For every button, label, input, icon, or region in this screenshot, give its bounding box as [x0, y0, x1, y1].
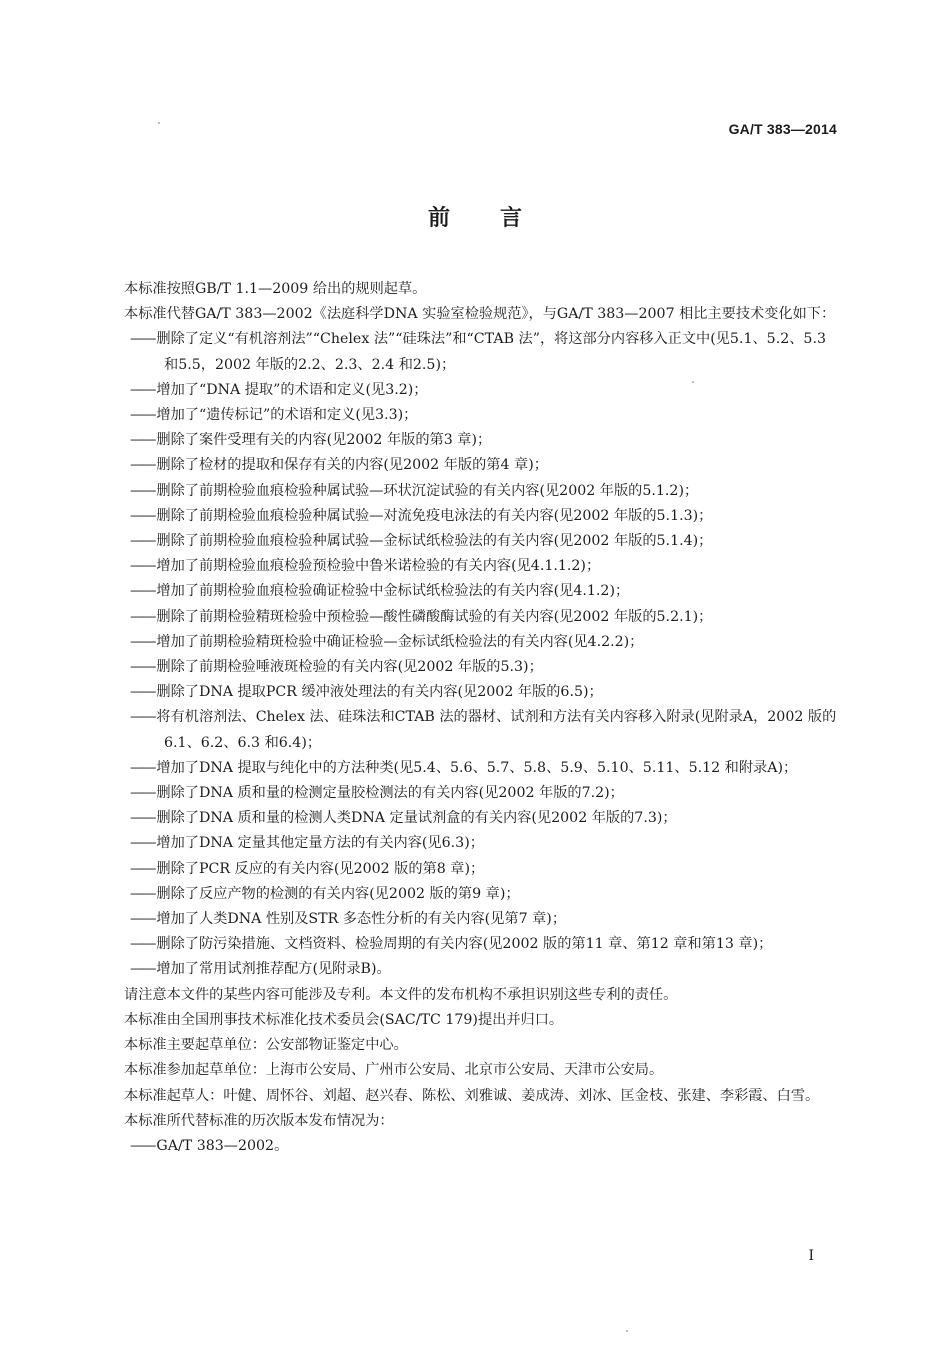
drafters: 本标准起草人：叶健、周怀谷、刘超、赵兴春、陈松、刘雅诚、姜成涛、刘冰、匡金枝、张建、李彩霞、白雪。: [124, 1087, 820, 1104]
change-item: —— 删除了前期检验血痕检验种属试验—对流免疫电泳法的有关内容(见2002 年版的5.1.3)；: [95, 504, 837, 529]
change-item: —— 删除了案件受理有关的内容(见2002 年版的第3 章)；: [95, 428, 837, 453]
scan-speck: [158, 122, 160, 124]
change-item: —— 增加了前期检验血痕检验预检验中鲁米诺检验的有关内容(见4.1.1.2)；: [95, 554, 837, 579]
title-char-right: 言: [500, 205, 523, 231]
version-history-item: —— GA/T 383—2002。: [95, 1134, 837, 1159]
change-item: —— 删除了DNA 质和量的检测定量胶检测法的有关内容(见2002 年版的7.2)；: [95, 781, 837, 806]
standard-code: GA/T 383—2014: [728, 121, 837, 137]
foreword-body: [95, 277, 837, 1159]
version-history-heading: 本标准所代替标准的历次版本发布情况为：: [124, 1112, 394, 1129]
change-item: —— 删除了PCR 反应的有关内容(见2002 版的第8 章)；: [95, 857, 837, 882]
change-item: —— 删除了检材的提取和保存有关的内容(见2002 年版的第4 章)；: [95, 453, 837, 478]
change-item: —— 删除了DNA 质和量的检测人类DNA 定量试剂盒的有关内容(见2002 年版的7.3)；: [95, 806, 837, 831]
change-item: —— 删除了前期检验血痕检验种属试验—金标试纸检验法的有关内容(见2002 年版的5.1.4)；: [95, 529, 837, 554]
change-item: —— 删除了前期检验血痕检验种属试验—环状沉淀试验的有关内容(见2002 年版的5.1.2)；: [95, 479, 837, 504]
change-item: —— 增加了DNA 提取与纯化中的方法种类(见5.4、5.6、5.7、5.8、5.9、5.10、5.11、5.12 和附录A)；: [95, 756, 837, 781]
change-item: —— 删除了DNA 提取PCR 缓冲液处理法的有关内容(见2002 年版的6.5)；: [95, 680, 837, 705]
change-item: —— 删除了防污染措施、文档资料、检验周期的有关内容(见2002 版的第11 章、第12 章和第13 章)；: [95, 932, 837, 957]
intro-paragraph: 本标准代替GA/T 383—2002《法庭科学DNA 实验室检验规范》，与GA/T 383—2007 相比主要技术变化如下：: [124, 306, 836, 323]
change-item: —— 删除了反应产物的检测的有关内容(见2002 版的第9 章)；: [95, 882, 837, 907]
change-item: —— 增加了人类DNA 性别及STR 多态性分析的有关内容(见第7 章)；: [95, 907, 837, 932]
proposer-statement: 本标准由全国刑事技术标准化技术委员会(SAC/TC 179)提出并归口。: [124, 1011, 564, 1028]
page-number: I: [808, 1248, 814, 1264]
patent-notice: 请注意本文件的某些内容可能涉及专利。本文件的发布机构不承担识别这些专利的责任。: [124, 986, 678, 1003]
title-char-left: 前: [427, 205, 450, 231]
change-item: —— 删除了前期检验唾液斑检验的有关内容(见2002 年版的5.3)；: [95, 655, 837, 680]
change-item: —— 增加了“遗传标记”的术语和定义(见3.3)；: [95, 403, 837, 428]
scan-speck: [626, 1330, 628, 1332]
main-drafting-unit: 本标准主要起草单位：公安部物证鉴定中心。: [124, 1037, 408, 1054]
change-item: —— 增加了前期检验精斑检验中确证检验—金标试纸检验法的有关内容(见4.2.2)；: [95, 630, 837, 655]
page-title: [0, 201, 950, 232]
participating-units: 本标准参加起草单位：上海市公安局、广州市公安局、北京市公安局、天津市公安局。: [124, 1062, 664, 1079]
change-item: —— 将有机溶剂法、Chelex 法、硅珠法和CTAB 法的器材、试剂和方法有关内容移入附录(见附录A，2002 版的6.1、6.2、6.3 和6.4)；: [95, 705, 837, 755]
scan-speck: [692, 381, 694, 383]
change-item: —— 增加了前期检验血痕检验确证检验中金标试纸检验法的有关内容(见4.1.2)；: [95, 579, 837, 604]
change-item: —— 删除了定义“有机溶剂法”“Chelex 法”“硅珠法”和“CTAB 法”，将这部分内容移入正文中(见5.1、5.2、5.3 和5.5，2002 年版的2.2、2.3、2.4 和2.5)；: [95, 327, 837, 377]
change-item: —— 增加了“DNA 提取”的术语和定义(见3.2)；: [95, 378, 837, 403]
change-item: —— 删除了前期检验精斑检验中预检验—酸性磷酸酶试验的有关内容(见2002 年版的5.2.1)；: [95, 605, 837, 630]
change-item: —— 增加了常用试剂推荐配方(见附录B)。: [95, 957, 837, 982]
change-list: [95, 327, 837, 982]
intro-paragraph: 本标准按照GB/T 1.1—2009 给出的规则起草。: [124, 281, 427, 297]
change-item: —— 增加了DNA 定量其他定量方法的有关内容(见6.3)；: [95, 831, 837, 856]
